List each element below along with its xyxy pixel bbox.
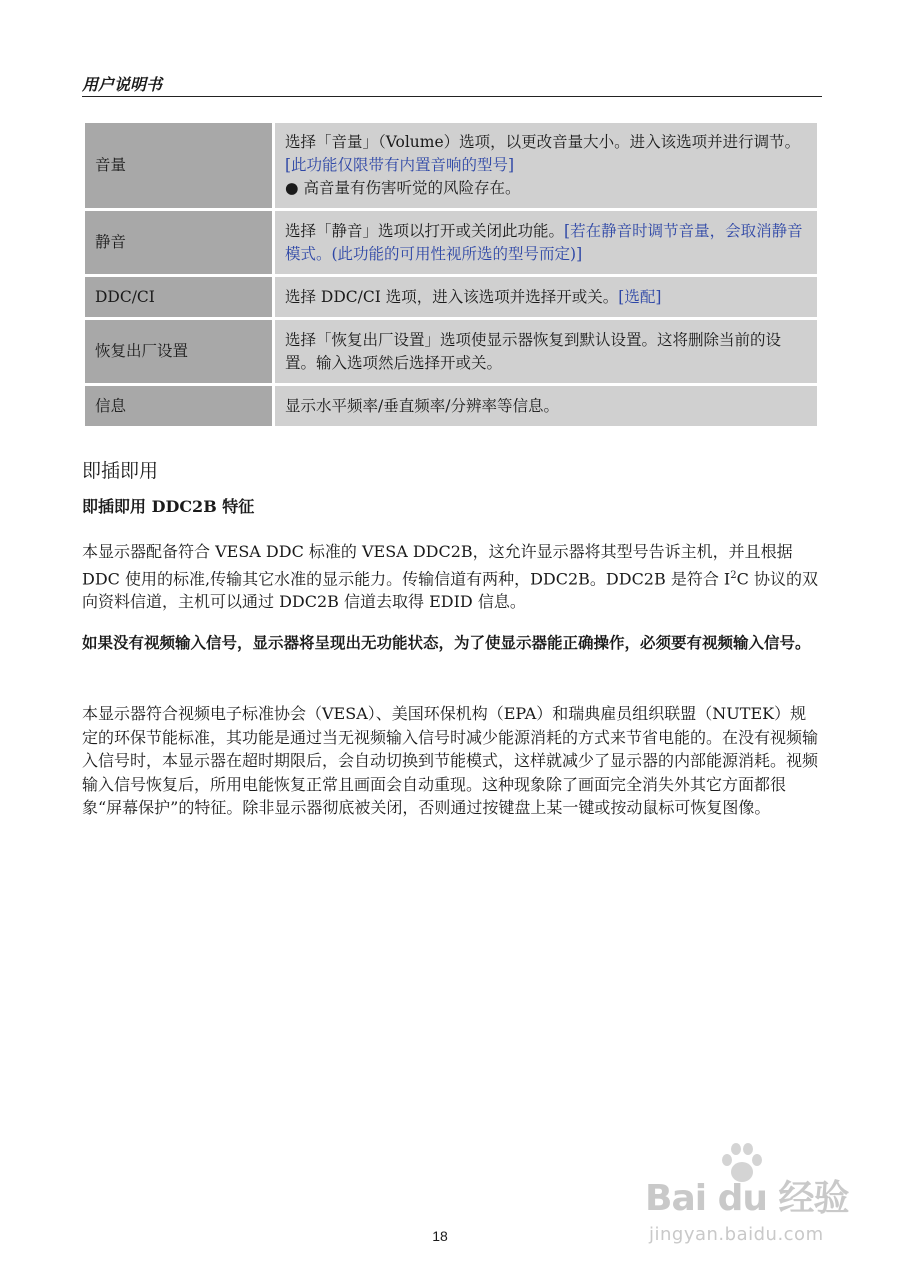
section-subtitle: 即插即用 DDC2B 特征	[82, 497, 255, 516]
row-desc-text: 选择 DDC/CI 选项，进入该选项并选择开或关。	[285, 287, 619, 306]
row-description	[274, 276, 819, 319]
table-row	[84, 385, 819, 428]
table-row	[84, 210, 819, 276]
row-label: DDC/CI	[84, 276, 274, 319]
row-label: 恢复出厂设置	[84, 319, 274, 385]
baidu-watermark	[645, 1140, 885, 1270]
table-row	[84, 319, 819, 385]
paragraph-warning: 如果没有视频输入信号，显示器将呈现出无功能状态，为了使显示器能正确操作，必须要有视频输入信号。	[82, 634, 811, 652]
row-note: [选配]	[618, 287, 662, 306]
options-table	[82, 120, 820, 429]
paragraph-text: 本显示器配备符合 VESA DDC 标准的 VESA DDC2B，这允许显示器将其型号告诉主机，并且根据 DDC 使用的标准,传输其它水准的显示能力。传输信道有两种，DDC2B。DDC2B 是符合 I	[82, 542, 793, 588]
row-description	[274, 319, 819, 385]
running-header	[82, 74, 822, 97]
watermark-logo: Bai du 经验	[645, 1178, 849, 1219]
row-desc-text: 显示水平频率/垂直频率/分辨率等信息。	[285, 396, 559, 415]
table-row	[84, 276, 819, 319]
section-title: 即插即用	[82, 460, 159, 482]
row-desc-text: 选择「静音」选项以打开或关闭此功能。	[285, 221, 565, 240]
paragraph-ddc2b	[82, 540, 822, 614]
row-label: 信息	[84, 385, 274, 428]
row-label: 音量	[84, 122, 274, 210]
paragraph-text: C 协议的双向资料信道，主机可以通过 DDC2B 信道去取得 EDID 信息。	[82, 568, 818, 612]
row-desc-text: 选择「音量」（Volume）选项，以更改音量大小。进入该选项并进行调节。	[285, 133, 801, 151]
page-number: 18	[432, 1228, 448, 1244]
paragraph-power-saving: 本显示器符合视频电子标准协会（VESA）、美国环保机构（EPA）和瑞典雇员组织联盟（NUTEK）规定的环保节能标准，其功能是通过当无视频输入信号时减少能源消耗的方式来节省电能的。在没有视频输入信号时，本显示器在超时期限后，会自动切换到节能模式，这样就减少了显示器的内部能源消耗。视频输入信号恢复后，所用电能恢复正常且画面会自动重现。这种现象除了画面完全消失外其它方面都很象“屏幕保护”的特征。除非显示器彻底被关闭，否则通过按键盘上某一键或按动鼠标可恢复图像。	[82, 704, 819, 817]
row-description	[274, 385, 819, 428]
header-title: 用户说明书	[82, 75, 163, 94]
row-note: [此功能仅限带有内置音响的型号]	[285, 156, 515, 174]
superscript: 2	[730, 569, 737, 581]
watermark-url: jingyan.baidu.com	[649, 1224, 824, 1245]
row-desc-text: 选择「恢复出厂设置」选项使显示器恢复到默认设置。这将删除当前的设置。输入选项然后选择开或关。	[285, 330, 782, 372]
row-label: 静音	[84, 210, 274, 276]
row-description	[274, 122, 819, 210]
row-note: [若在静音时调节音量，会取消静音模式。(此功能的可用性视所选的型号而定)]	[285, 221, 803, 263]
row-description	[274, 210, 819, 276]
table-row	[84, 122, 819, 210]
row-warning: ● 高音量有伤害听觉的风险存在。	[285, 179, 521, 197]
